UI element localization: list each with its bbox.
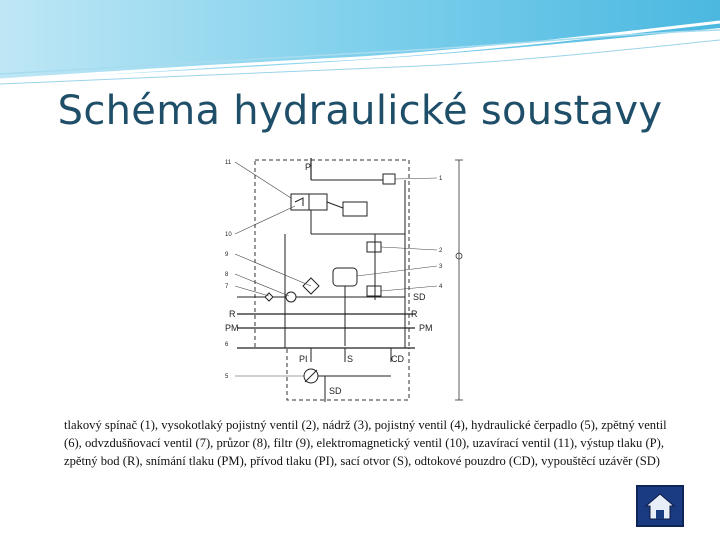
svg-text:2: 2 <box>439 248 443 254</box>
port-label-s: S <box>347 354 354 364</box>
port-label-pm-left: PM <box>225 323 239 333</box>
sight-glass-symbol <box>286 292 296 302</box>
slide-title: Schéma hydraulické soustavy <box>57 88 663 134</box>
port-label-cd: CD <box>391 354 404 364</box>
legend-caption: tlakový spínač (1), vysokotlaký pojistný ventil (2), nádrž (3), pojistný ventil (4), hydraulické čerpadlo (5), zpětný ventil (6), odvzdušňovací ventil (7), průzor (8), filtr (9), elektromagnetický ventil (10), uzavírací ventil (11), výstup tlaku (P), zpětný bod (R), snímání tlaku (PM), přívod tlaku (PI), sací otvor (S), odtokové pouzdro (CD), vypouštěcí uzávěr (SD) <box>64 418 667 468</box>
svg-text:6: 6 <box>225 342 229 348</box>
svg-text:4: 4 <box>439 284 443 290</box>
check-valve-symbol <box>265 293 273 301</box>
svg-text:7: 7 <box>225 284 229 290</box>
pressure-switch-symbol <box>383 174 395 184</box>
left-callouts <box>225 160 311 380</box>
svg-text:5: 5 <box>225 374 229 380</box>
header-banner <box>0 0 720 90</box>
high-pressure-valve-symbol <box>367 286 381 296</box>
port-label-sd-bottom: SD <box>329 386 342 396</box>
svg-text:11: 11 <box>225 160 232 166</box>
port-label-pm-right: PM <box>419 323 433 333</box>
svg-text:10: 10 <box>225 232 232 238</box>
port-label-r-left: R <box>229 309 236 319</box>
control-block-outline <box>255 160 409 348</box>
svg-text:9: 9 <box>225 252 229 258</box>
svg-text:8: 8 <box>225 272 229 278</box>
shutoff-valve-symbol <box>343 202 367 216</box>
safety-valve-symbol <box>367 242 381 252</box>
hydraulic-schematic <box>215 150 475 410</box>
tank-symbol <box>333 268 357 286</box>
port-label-sd: SD <box>413 292 426 302</box>
home-button[interactable] <box>636 485 684 527</box>
svg-text:3: 3 <box>439 264 443 270</box>
home-icon <box>638 487 682 525</box>
svg-text:1: 1 <box>439 176 443 182</box>
port-label-p: P <box>305 162 312 172</box>
port-label-pi: PI <box>299 354 308 364</box>
port-label-r-right: R <box>411 309 418 319</box>
